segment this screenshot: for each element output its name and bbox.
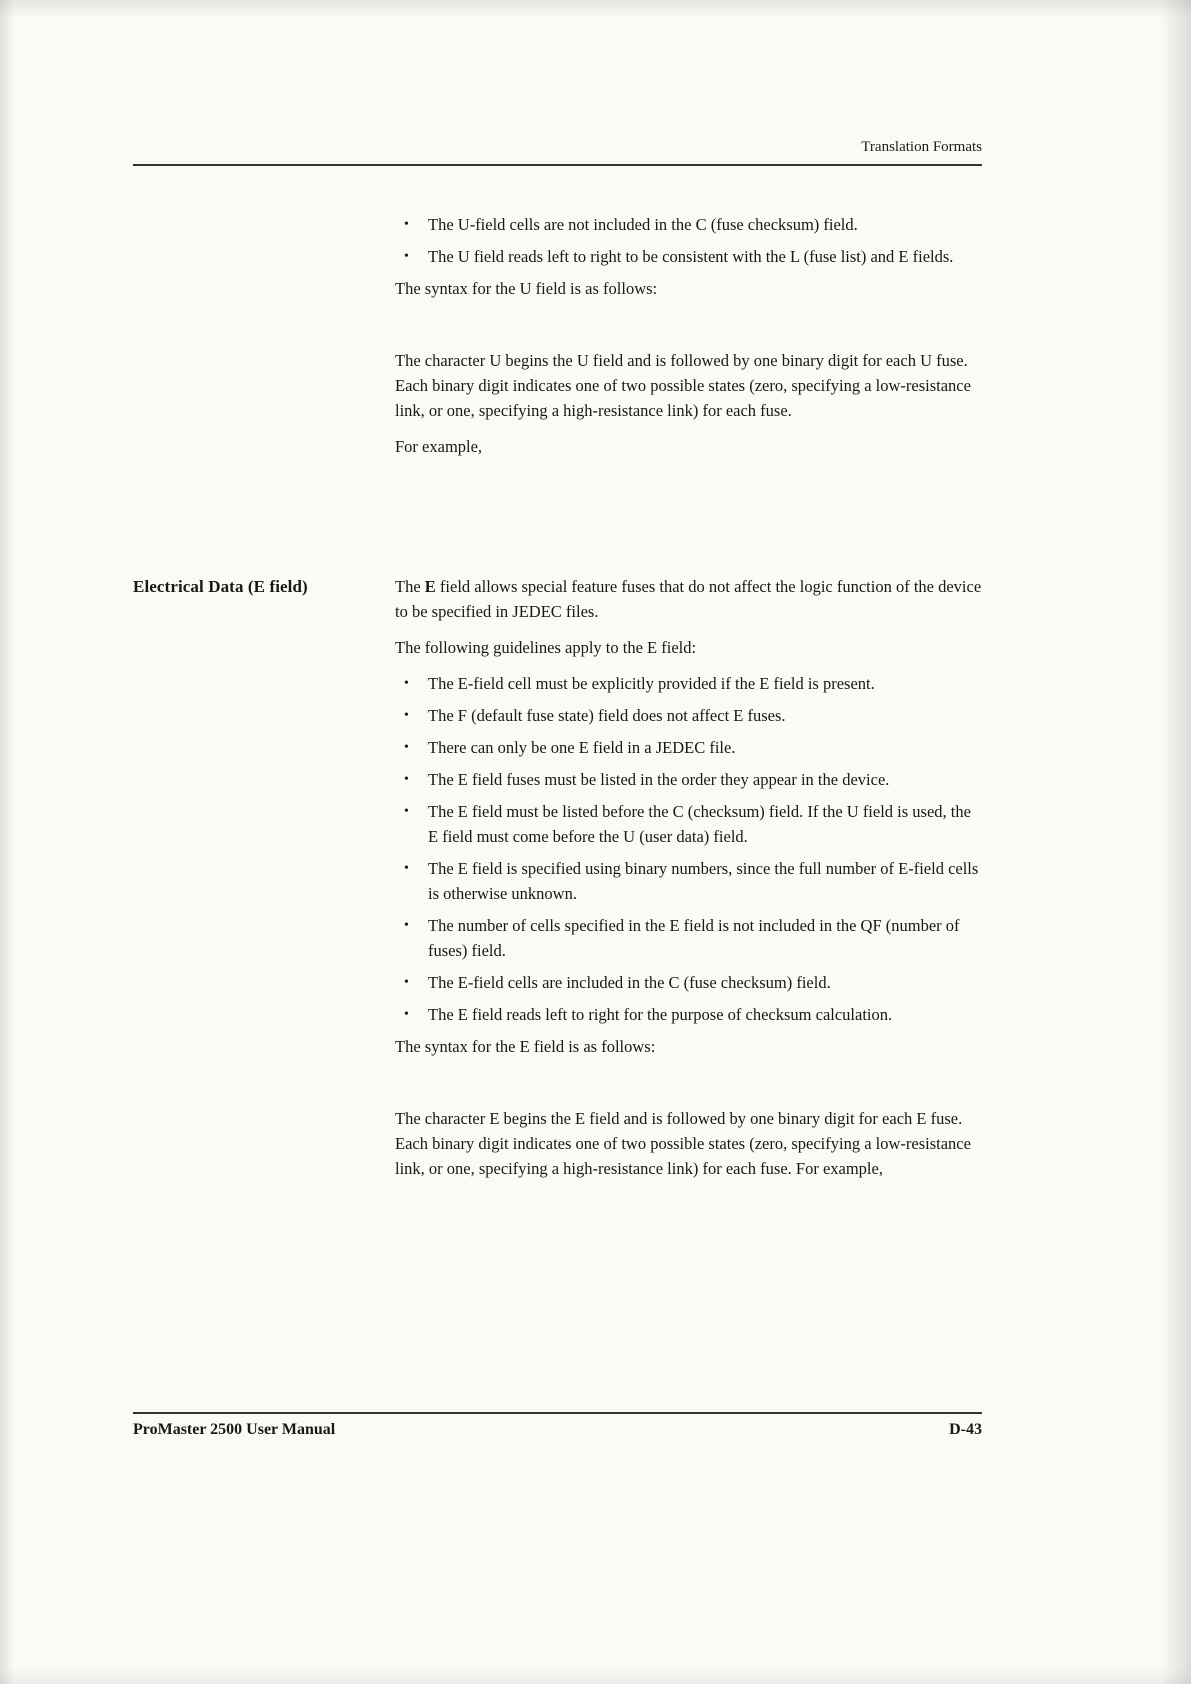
list-item-text: The F (default fuse state) field does not affect E fuses.	[428, 706, 786, 725]
list-item	[395, 212, 982, 237]
bullet-icon: •	[404, 708, 409, 723]
bullet-icon: •	[404, 975, 409, 990]
section-gap	[133, 470, 982, 574]
list-item-text: The number of cells specified in the E field is not included in the QF (number of fuses) field.	[428, 916, 960, 960]
list-item	[395, 1002, 982, 1027]
list-item-text: The U field reads left to right to be consistent with the L (fuse list) and E fields.	[428, 247, 954, 266]
e-example-gap	[395, 1070, 982, 1106]
e-field-bullet-list	[395, 671, 982, 1027]
footer-page-number: D-43	[949, 1421, 982, 1438]
list-item-text: The E field must be listed before the C (checksum) field. If the U field is used, the E field must come before the U (user data) field.	[428, 802, 971, 846]
content-column	[395, 574, 982, 1192]
list-item-text: The E field reads left to right for the purpose of checksum calculation.	[428, 1005, 893, 1024]
bullet-icon: •	[404, 804, 409, 819]
u-description-paragraph: The character U begins the U field and is followed by one binary digit for each U fuse. Each binary digit indicates one of two possible states (zero, specifying a low-resistance link, or one, specifying a high-resistance link) for each fuse.	[395, 351, 971, 420]
list-item-text: The E field is specified using binary numbers, since the full number of E-field cells is otherwise unknown.	[428, 859, 979, 903]
header-rule	[133, 164, 982, 166]
list-item-text: The E-field cell must be explicitly provided if the E field is present.	[428, 674, 875, 693]
e-syntax-line: The syntax for the E field is as follows:	[395, 1037, 656, 1056]
bullet-icon: •	[404, 918, 409, 933]
list-item	[395, 970, 982, 995]
list-item	[395, 913, 982, 963]
e-intro-paragraph	[395, 574, 982, 624]
footer-manual-title: ProMaster 2500 User Manual	[133, 1421, 336, 1438]
u-syntax-line: The syntax for the U field is as follows:	[395, 279, 658, 298]
list-item	[395, 244, 982, 269]
e-description-paragraph: The character E begins the E field and is followed by one binary digit for each E fuse. Each binary digit indicates one of two possible states (zero, specifying a low-resistance link, or one, specifying a high-resistance link) for each fuse. For example,	[395, 1109, 971, 1178]
bullet-icon: •	[404, 740, 409, 755]
side-column	[133, 574, 395, 599]
e-intro-text-post: field allows special feature fuses that do not affect the logic function of the device to be specified in JEDEC files.	[395, 577, 982, 621]
section-electrical-data	[133, 574, 982, 1192]
bullet-icon: •	[404, 217, 409, 232]
page-footer	[133, 1412, 982, 1440]
list-item-text: The U-field cells are not included in the C (fuse checksum) field.	[428, 215, 858, 234]
u-field-bullet-list	[395, 212, 982, 269]
e-intro-bold-term: E	[424, 577, 436, 596]
e-guidelines-line: The following guidelines apply to the E field:	[395, 638, 697, 657]
bullet-icon: •	[404, 249, 409, 264]
bullet-icon: •	[404, 1007, 409, 1022]
page-header	[133, 138, 982, 166]
list-item	[395, 671, 982, 696]
list-item	[395, 767, 982, 792]
content-column	[395, 212, 982, 470]
bullet-icon: •	[404, 676, 409, 691]
bullet-icon: •	[404, 861, 409, 876]
e-intro-text-pre: The	[395, 577, 425, 596]
u-example-line: For example,	[395, 437, 483, 456]
list-item	[395, 703, 982, 728]
bullet-icon: •	[404, 772, 409, 787]
list-item-text: There can only be one E field in a JEDEC file.	[428, 738, 736, 757]
list-item	[395, 799, 982, 849]
section-user-data-continued	[133, 212, 982, 470]
list-item-text: The E field fuses must be listed in the order they appear in the device.	[428, 770, 890, 789]
running-header-title: Translation Formats	[861, 139, 982, 155]
footer-row	[133, 1414, 982, 1440]
u-example-gap	[395, 312, 982, 348]
list-item	[395, 735, 982, 760]
page-body	[133, 212, 982, 1192]
list-item	[395, 856, 982, 906]
list-item-text: The E-field cells are included in the C (fuse checksum) field.	[428, 973, 831, 992]
section-heading: Electrical Data (E field)	[133, 577, 308, 596]
